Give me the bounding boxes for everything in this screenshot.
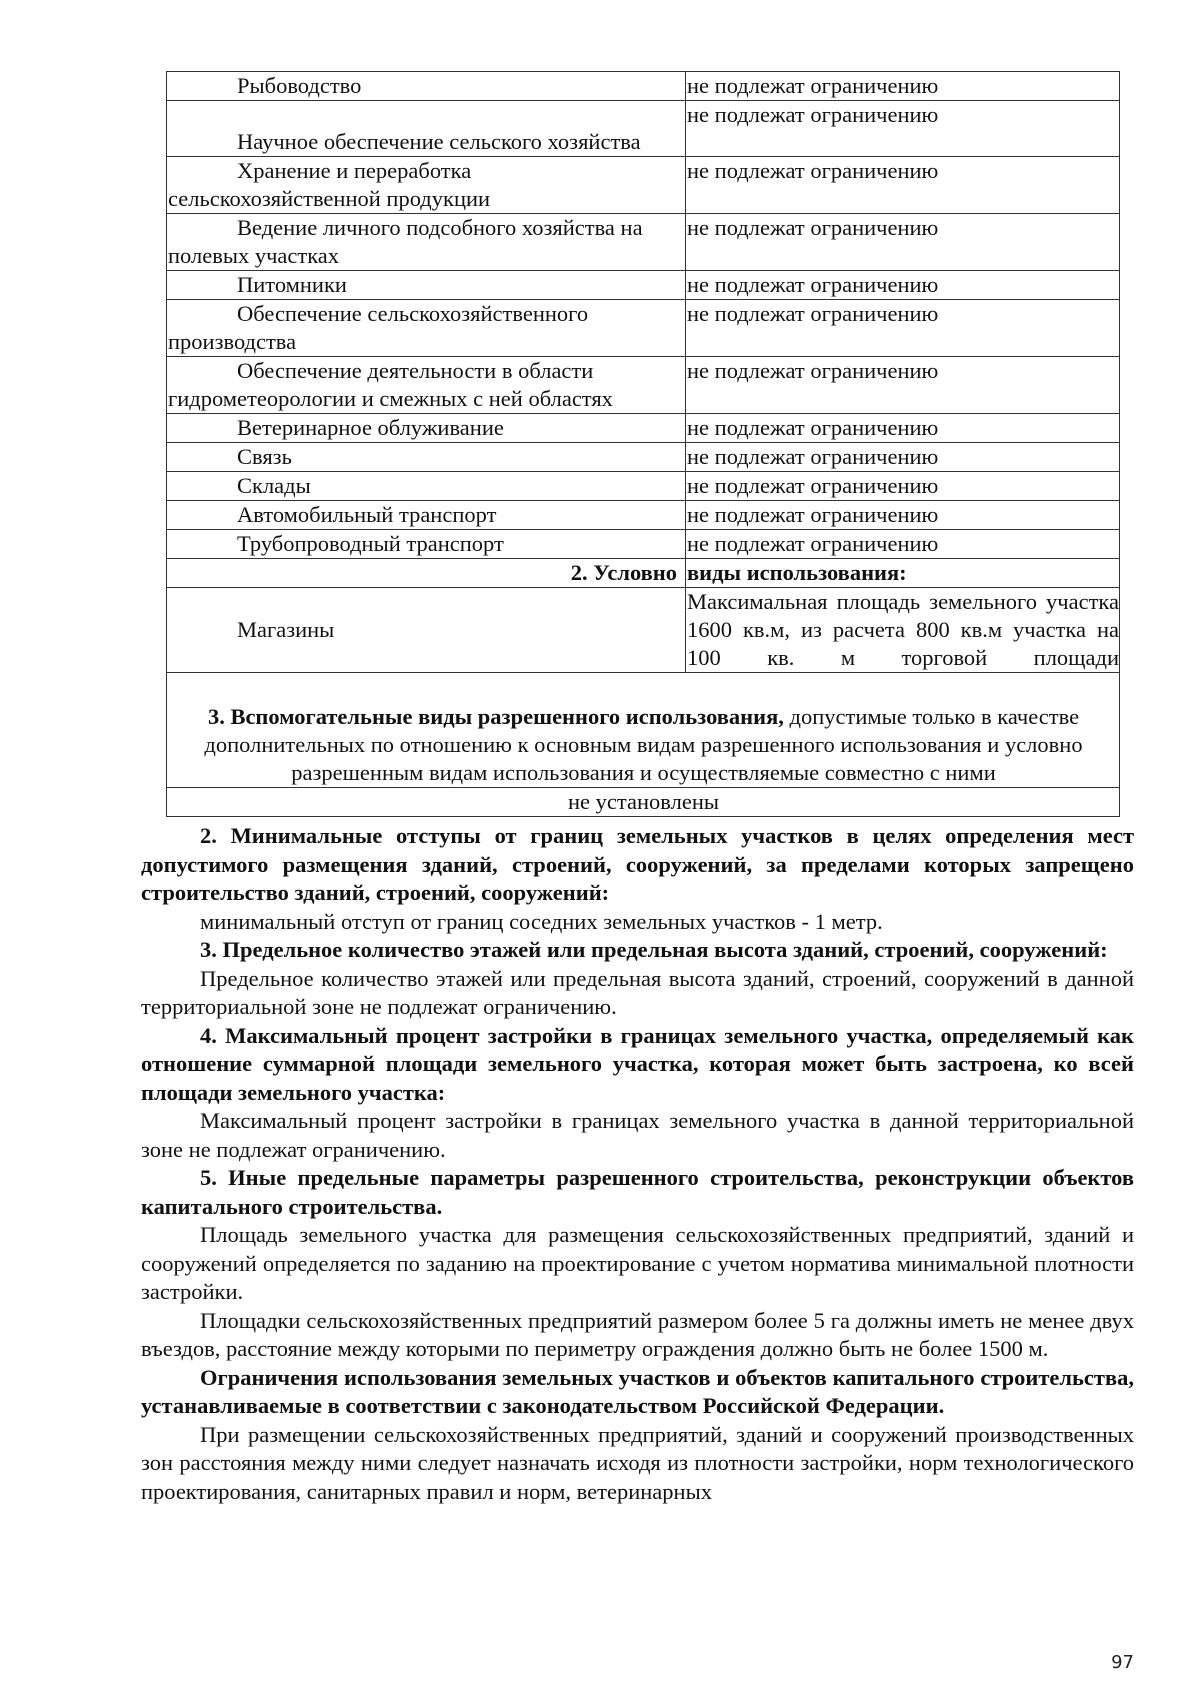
table-row [167,300,1120,357]
section-2-left: 2. Условно [167,559,686,588]
use-name: Рыбоводство [167,72,686,101]
paragraph-2-text: минимальный отступ от границ соседних земельных участков - 1 метр. [200,908,883,934]
use-value: не подлежат ограничению [686,530,1120,559]
use-name: Обеспечение деятельности в области гидрометеорологии и смежных с ней областях [167,357,686,414]
use-name: Трубопроводный транспорт [167,530,686,559]
section-3-value: не установлены [167,788,1120,817]
paragraph-4-title: 4. Максимальный процент застройки в границах земельного участка, определяемый как отношение суммарной площади земельного участка, которая может быть застроена, ко всей площади земельного участка: [141,1022,1134,1105]
paragraph-5-text-1: Площадь земельного участка для размещения сельскохозяйственных предприятий, зданий и сооружений определяется по заданию на проектирование с учетом норматива минимальной плотности застройки. [141,1222,1134,1304]
section-2-right: виды использования: [686,559,1120,588]
use-value: не подлежат ограничению [686,214,1120,271]
paragraph-5-title: 5. Иные предельные параметры разрешенного строительства, реконструкции объектов капитального строительства. [141,1165,1134,1219]
table-row [167,472,1120,501]
use-value: не подлежат ограничению [686,357,1120,414]
paragraph-3-text: Предельное количество этажей или предельная высота зданий, строений, сооружений в данной территориальной зоне не подлежат ограничению. [141,965,1134,1019]
use-name: Ветеринарное облуживание [167,414,686,443]
table-row [167,501,1120,530]
section-2-header [167,559,1120,588]
restrictions-title: Ограничения использования земельных участков и объектов капитального строительства, устанавливаемые в соответствии с законодательством Российской Федерации. [141,1364,1134,1418]
use-name: Связь [167,443,686,472]
use-value: не подлежат ограничению [686,72,1120,101]
use-value: не подлежат ограничению [686,501,1120,530]
paragraph-2-title: 2. Минимальные отступы от границ земельных участков в целях определения мест допустимого размещения зданий, строений, сооружений, за пределами которых запрещено строительство зданий, строений, сооружений: [141,823,1134,905]
section-3-cell [167,673,1120,788]
use-value: не подлежат ограничению [686,414,1120,443]
use-name: Склады [167,472,686,501]
use-value: не подлежат ограничению [686,443,1120,472]
table-row [167,72,1120,101]
table-row [167,101,1120,157]
use-name: Научное обеспечение сельского хозяйства [167,101,686,157]
paragraph-4-text: Максимальный процент застройки в границах земельного участка в данной территориальной зоне не подлежат ограничению. [141,1108,1134,1162]
table-row [167,414,1120,443]
paragraph-3-title: 3. Предельное количество этажей или предельная высота зданий, строений, сооружений: [200,937,1108,962]
section-3-title: 3. Вспомогательные виды разрешенного использования, [207,704,784,729]
permitted-uses-table [166,71,1120,817]
section-3-value-row [167,788,1120,817]
use-value: не подлежат ограничению [686,157,1120,214]
paragraph-5-text-2: Площадки сельскохозяйственных предприятий размером более 5 га должны иметь не менее двух въездов, расстояние между которыми по периметру ограждения должно быть не более 1500 м. [141,1307,1134,1361]
table-row [167,214,1120,271]
use-value: не подлежат ограничению [686,300,1120,357]
table-row [167,357,1120,414]
use-name: Автомобильный транспорт [167,501,686,530]
page-number: 97 [1111,1652,1134,1673]
use-value: не подлежат ограничению [686,271,1120,300]
use-name: Обеспечение сельскохозяйственного производства [167,300,686,357]
use-name: Ведение личного подсобного хозяйства на полевых участках [167,214,686,271]
section-3-row [167,673,1120,788]
use-value: не подлежат ограничению [686,472,1120,501]
document-body [141,822,1134,1506]
table-row [167,271,1120,300]
use-value: не подлежат ограничению [686,101,1120,157]
table-row-shops [167,588,1120,673]
table-row [167,157,1120,214]
table-row [167,530,1120,559]
section-3-text: допустимые только в качестве дополнительных по отношению к основным видам разрешенного использования и условно разрешенным видам использования и осуществляемые совместно с ними [204,704,1083,785]
table-row [167,443,1120,472]
use-name: Магазины [167,588,686,673]
use-name: Хранение и переработка сельскохозяйственной продукции [167,157,686,214]
restrictions-text: При размещении сельскохозяйственных предприятий, зданий и сооружений производственных зон расстояния между ними следует назначать исходя из плотности застройки, норм технологического проектирования, санитарных правил и норм, ветеринарных [141,1421,1134,1504]
use-name: Питомники [167,271,686,300]
use-value-shops: Максимальная площадь земельного участка 1600 кв.м, из расчета 800 кв.м участка на 100 кв. м торговой площади [686,588,1120,673]
